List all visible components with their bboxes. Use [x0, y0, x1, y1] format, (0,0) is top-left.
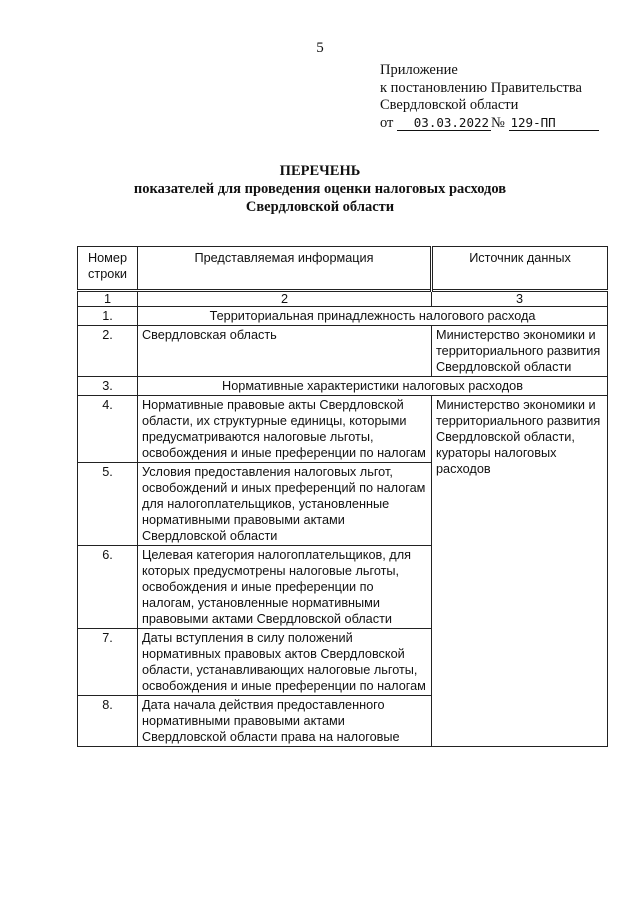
row-info: Нормативные правовые акты Свердловской области, их структурные единицы, которыми предусматриваются налоговые льготы, освобождения и иные преференции по налогам [138, 396, 432, 463]
row-number: 6. [78, 546, 138, 629]
column-number-row [78, 291, 608, 307]
row-info: Условия предоставления налоговых льгот, освобождений и иных преференций по налогам для налогоплательщиков, установленные нормативными правовыми актами Свердловской области [138, 463, 432, 546]
row-info: Дата начала действия предоставленного нормативными правовыми актами Свердловской области права на налоговые [138, 696, 432, 747]
page-number: 5 [316, 40, 324, 56]
row-number: 5. [78, 463, 138, 546]
row-number: 3. [78, 377, 138, 396]
header-row-number: Номер строки [78, 247, 138, 291]
table-row [78, 326, 608, 377]
row-info: Свердловская область [138, 326, 432, 377]
column-number-1: 1 [78, 291, 138, 307]
column-number-3: 3 [432, 291, 608, 307]
indicators-table [77, 246, 608, 747]
row-info: Даты вступления в силу положений нормативных правовых актов Свердловской области, устанавливающих налоговые льготы, освобождения и иные преференции по налогам [138, 629, 432, 696]
row-number: 2. [78, 326, 138, 377]
row-source: Министерство экономики и территориального развития Свердловской области [432, 326, 608, 377]
shared-source-part2: кураторы налоговых расходов [436, 446, 557, 476]
appendix-line3: Свердловской области [380, 97, 519, 113]
section-heading: Территориальная принадлежность налогового расхода [138, 307, 608, 326]
table-header-row [78, 247, 608, 291]
row-number: 7. [78, 629, 138, 696]
header-info: Представляемая информация [138, 247, 432, 291]
row-number: 4. [78, 396, 138, 463]
table-row [78, 396, 608, 463]
decree-date: 03.03.2022 [397, 116, 491, 131]
row-info: Целевая категория налогоплательщиков, для которых предусмотрены налоговые льготы, освобождения и иные преференции по налогам, установленные нормативными правовыми актами Свердловской области [138, 546, 432, 629]
number-label: № [491, 114, 505, 131]
table-row [78, 377, 608, 396]
shared-source-part1: Министерство экономики и территориального развития Свердловской области, [436, 398, 601, 444]
document-title [0, 162, 640, 216]
table-row [78, 307, 608, 326]
header-source: Источник данных [432, 247, 608, 291]
section-heading: Нормативные характеристики налоговых расходов [138, 377, 608, 396]
appendix-line1: Приложение [380, 62, 458, 78]
decree-number: 129-ПП [509, 116, 599, 131]
appendix-block [380, 62, 599, 132]
title-line3: Свердловской области [245, 199, 395, 215]
from-label: от [380, 114, 394, 131]
column-number-2: 2 [138, 291, 432, 307]
row-number: 8. [78, 696, 138, 747]
row-number: 1. [78, 307, 138, 326]
appendix-date-line [380, 115, 599, 133]
title-line1: ПЕРЕЧЕНЬ [279, 163, 361, 179]
appendix-line2: к постановлению Правительства [380, 79, 582, 96]
shared-source [432, 396, 608, 747]
title-line2: показателей для проведения оценки налоговых расходов [133, 181, 507, 197]
